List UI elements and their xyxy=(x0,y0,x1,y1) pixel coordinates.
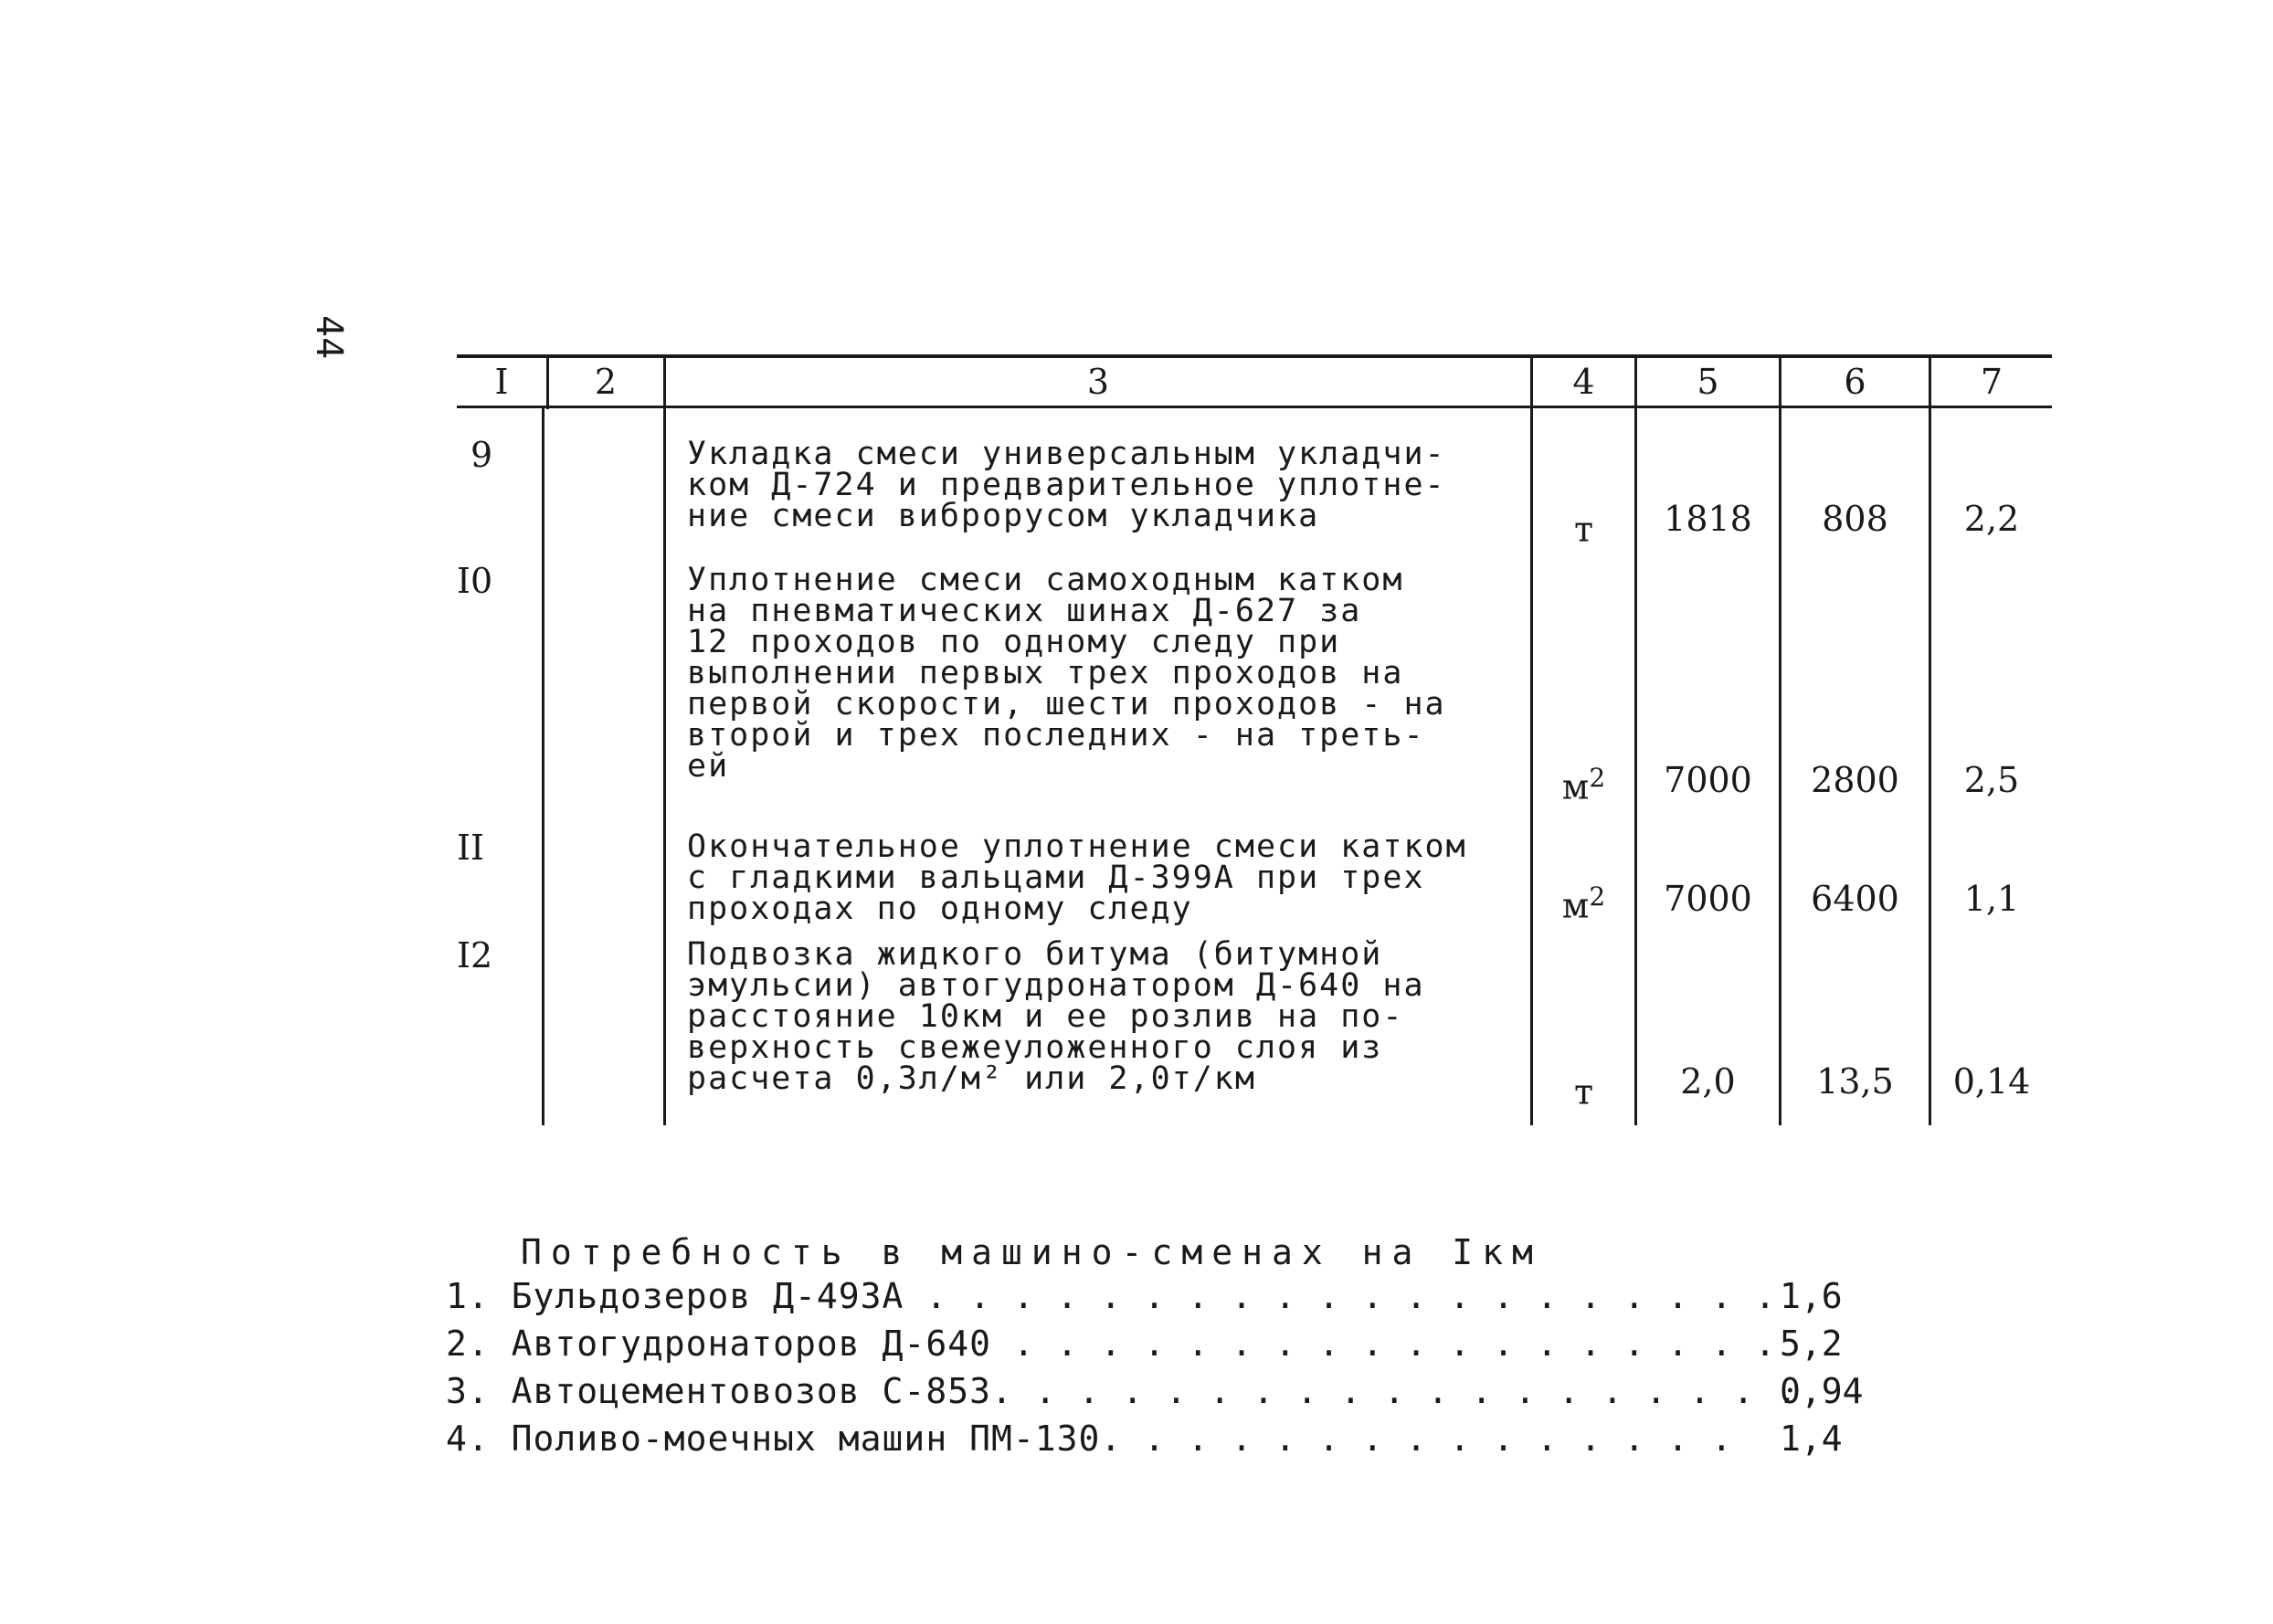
column-divider xyxy=(542,407,544,1125)
value-cell-6: 2800 xyxy=(1811,760,1899,800)
row-number: 9 xyxy=(470,435,493,475)
need-value: 1,4 xyxy=(1780,1418,1843,1459)
need-label: 2. Автогудронаторов Д-640 . . . . . . . . . . . . . . . . . . xyxy=(446,1323,1777,1364)
value-cell-7: 2,2 xyxy=(1963,499,2020,539)
value-cell-7: 0,14 xyxy=(1952,1061,2031,1102)
header-cell: 2 xyxy=(594,362,618,402)
column-divider xyxy=(663,354,666,1125)
table-header-rule xyxy=(457,406,2052,408)
table-top-rule xyxy=(457,354,2052,358)
need-value: 1,6 xyxy=(1780,1276,1843,1316)
value-cell-5: 7000 xyxy=(1664,760,1752,800)
row-description: Укладка смеси универсальным укладчи- ком Д-724 и предварительное уплотне- ние смеси виброрусом укладчика xyxy=(687,436,1446,534)
list-item xyxy=(446,1323,1908,1365)
list-item xyxy=(446,1275,1908,1317)
value-cell-5: 1818 xyxy=(1664,499,1752,539)
column-divider xyxy=(1634,354,1637,1125)
value-cell-5: 2,0 xyxy=(1680,1061,1736,1102)
need-label: 3. Автоцементовозов С-853. . . . . . . . . . . . . . . . . . . xyxy=(446,1371,1799,1411)
header-cell: 3 xyxy=(1086,362,1110,402)
unit-cell: $м^2$ xyxy=(1561,881,1606,926)
value-cell-6: 808 xyxy=(1822,499,1888,539)
column-divider xyxy=(1779,354,1781,1125)
value-cell-6: 13,5 xyxy=(1816,1061,1894,1102)
needs-title: Потребность в машино-сменах на Iкм xyxy=(521,1232,1542,1272)
row-description: Подвозка жидкого битума (битумной эмульсии) автогудронатором Д-640 на расстояние 10км и ее розлив на по- верхность свежеуложенного слоя из расчета 0,3л/м² или 2,0т/км xyxy=(687,936,1425,1097)
row-description: Окончательное уплотнение смеси катком с гладкими вальцами Д-399А при трех проходах по одному следу xyxy=(687,828,1467,927)
need-label: 4. Поливо-моечных машин ПМ-130. . . . . . . . . . . . . . . xyxy=(446,1418,1733,1459)
list-item xyxy=(446,1370,1908,1412)
header-cell: 7 xyxy=(1980,362,2003,402)
value-cell-5: 7000 xyxy=(1664,879,1752,919)
page-number: 44 xyxy=(308,315,350,360)
header-cell: I xyxy=(494,362,509,402)
unit-cell: т xyxy=(1573,1071,1594,1113)
need-value: 5,2 xyxy=(1780,1323,1843,1364)
header-cell: 6 xyxy=(1844,362,1866,402)
header-cell: 5 xyxy=(1697,362,1719,402)
column-divider xyxy=(1929,354,1931,1125)
unit-cell: т xyxy=(1573,509,1594,550)
row-number: I2 xyxy=(457,935,493,975)
unit-cell: $м^2$ xyxy=(1561,763,1606,807)
need-value: 0,94 xyxy=(1780,1371,1864,1411)
header-cell: 4 xyxy=(1572,362,1595,402)
row-description: Уплотнение смеси самоходным катком на пневматических шинах Д-627 за 12 проходов по одному следу при выполнении первых трех проходов на первой скорости, шести проходов - на второй и трех последних - на треть- ей xyxy=(687,562,1446,785)
list-item xyxy=(446,1418,1908,1460)
value-cell-7: 1,1 xyxy=(1963,879,2020,919)
row-number: I0 xyxy=(457,561,493,601)
value-cell-7: 2,5 xyxy=(1963,760,2020,800)
row-number: II xyxy=(457,828,485,868)
need-label: 1. Бульдозеров Д-493А . . . . . . . . . . . . . . . . . . . . xyxy=(446,1276,1777,1316)
value-cell-6: 6400 xyxy=(1811,879,1899,919)
